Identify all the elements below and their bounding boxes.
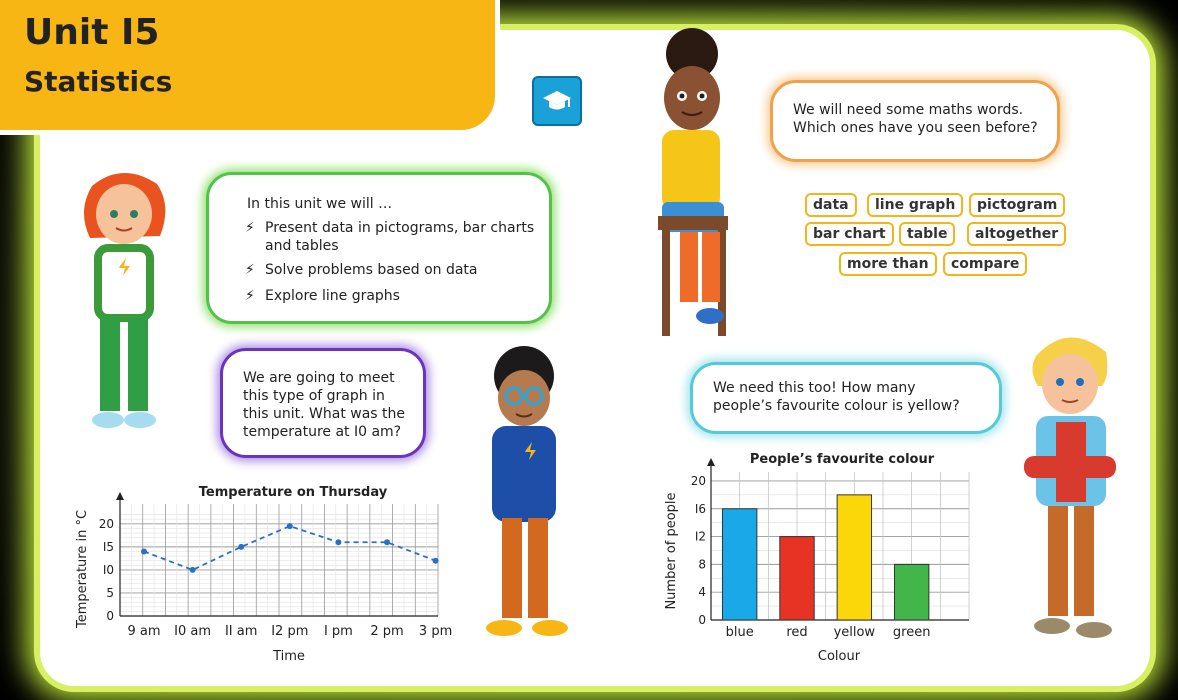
y-tick-label: I2 bbox=[694, 529, 706, 544]
purple-line-4: temperature at I0 am? bbox=[243, 424, 402, 440]
bar-green bbox=[894, 564, 928, 620]
maths-words-bubble bbox=[770, 80, 1060, 162]
question-bubble-colour bbox=[690, 362, 1002, 434]
vocab-compare: compare bbox=[943, 252, 1027, 276]
data-point bbox=[433, 558, 439, 564]
vocab-more-than: more than bbox=[839, 252, 937, 276]
vocab-bar-chart: bar chart bbox=[805, 222, 894, 246]
vocab-altogether: altogether bbox=[967, 222, 1066, 246]
vocab-line-graph: line graph bbox=[867, 193, 963, 217]
x-axis-label: Time bbox=[273, 649, 305, 664]
y-tick-label: I5 bbox=[102, 539, 114, 554]
purple-line-3: this unit. What was the bbox=[243, 406, 406, 422]
lightning-bolt-icon: ⚡ bbox=[245, 262, 255, 278]
x-tick-label: 3 pm bbox=[418, 624, 453, 639]
goal-item-2: Solve problems based on data bbox=[265, 262, 478, 278]
y-axis-arrow bbox=[116, 492, 124, 500]
unit-goals-bubble bbox=[206, 172, 552, 324]
bar-blue bbox=[722, 509, 756, 620]
bar-red bbox=[780, 537, 814, 620]
purple-line-1: We are going to meet bbox=[243, 370, 395, 386]
unit-number: Unit I5 bbox=[24, 12, 160, 53]
vocab-data: data bbox=[805, 193, 857, 217]
goal-item-1-cont: and tables bbox=[265, 238, 339, 254]
orange-line-2: Which ones have you seen before? bbox=[793, 120, 1038, 136]
goal-item-1: Present data in pictograms, bar charts bbox=[265, 220, 535, 236]
y-axis-arrow bbox=[707, 458, 715, 466]
question-bubble-temperature bbox=[220, 348, 426, 458]
lightning-bolt-icon: ⚡ bbox=[245, 288, 255, 304]
bar-chart-title: People’s favourite colour bbox=[749, 452, 935, 467]
x-tick-label: red bbox=[786, 625, 808, 640]
vocab-table: table bbox=[899, 222, 955, 246]
temperature-line-graph bbox=[60, 478, 460, 668]
y-tick-label: 20 bbox=[98, 516, 114, 531]
x-tick-label: 2 pm bbox=[370, 624, 404, 639]
y-axis-label: Number of people bbox=[664, 492, 679, 610]
data-point bbox=[141, 548, 147, 554]
data-point bbox=[287, 523, 293, 529]
y-tick-label: 5 bbox=[106, 585, 114, 600]
x-tick-label: I0 am bbox=[174, 624, 212, 639]
y-axis-label: Temperature in °C bbox=[75, 509, 90, 629]
y-tick-label: 0 bbox=[106, 609, 114, 623]
x-tick-label: 9 am bbox=[127, 624, 161, 639]
data-point bbox=[238, 544, 244, 550]
y-tick-label: 0 bbox=[698, 613, 706, 627]
cyan-line-1: We need this too! How many bbox=[713, 380, 916, 396]
goals-intro: In this unit we will … bbox=[247, 196, 393, 212]
temperature-series-line bbox=[144, 526, 436, 570]
goal-item-3: Explore line graphs bbox=[265, 288, 400, 304]
orange-line-1: We will need some maths words. bbox=[793, 102, 1024, 118]
graduation-cap-icon[interactable] bbox=[532, 76, 582, 126]
x-tick-label: green bbox=[892, 625, 931, 640]
x-tick-label: II am bbox=[224, 624, 258, 639]
bar-yellow bbox=[837, 495, 871, 620]
x-axis-label: Colour bbox=[817, 649, 861, 664]
unit-header bbox=[0, 0, 495, 130]
girl-stool-illustration bbox=[640, 26, 750, 338]
x-tick-label: I pm bbox=[323, 624, 353, 639]
x-tick-label: blue bbox=[725, 625, 754, 640]
line-chart-title: Temperature on Thursday bbox=[198, 485, 388, 500]
cyan-line-2: people’s favourite colour is yellow? bbox=[713, 398, 960, 414]
data-point bbox=[335, 539, 341, 545]
unit-title: Statistics bbox=[24, 65, 173, 98]
data-point bbox=[190, 567, 196, 573]
boy-blond-illustration bbox=[1018, 326, 1118, 646]
lightning-bolt-icon: ⚡ bbox=[245, 220, 255, 236]
y-tick-label: 4 bbox=[698, 585, 706, 600]
x-tick-label: yellow bbox=[833, 625, 876, 640]
boy-glasses-illustration bbox=[474, 342, 574, 642]
y-tick-label: 8 bbox=[698, 557, 706, 572]
y-tick-label: I0 bbox=[102, 562, 114, 577]
purple-line-2: this type of graph in bbox=[243, 388, 385, 404]
girl-red-hair-illustration bbox=[62, 166, 182, 438]
x-tick-label: I2 pm bbox=[271, 624, 309, 639]
y-tick-label: I6 bbox=[694, 501, 706, 516]
y-tick-label: 20 bbox=[690, 473, 706, 488]
data-point bbox=[384, 539, 390, 545]
favourite-colour-bar-chart bbox=[655, 444, 985, 670]
vocab-pictogram: pictogram bbox=[969, 193, 1065, 217]
